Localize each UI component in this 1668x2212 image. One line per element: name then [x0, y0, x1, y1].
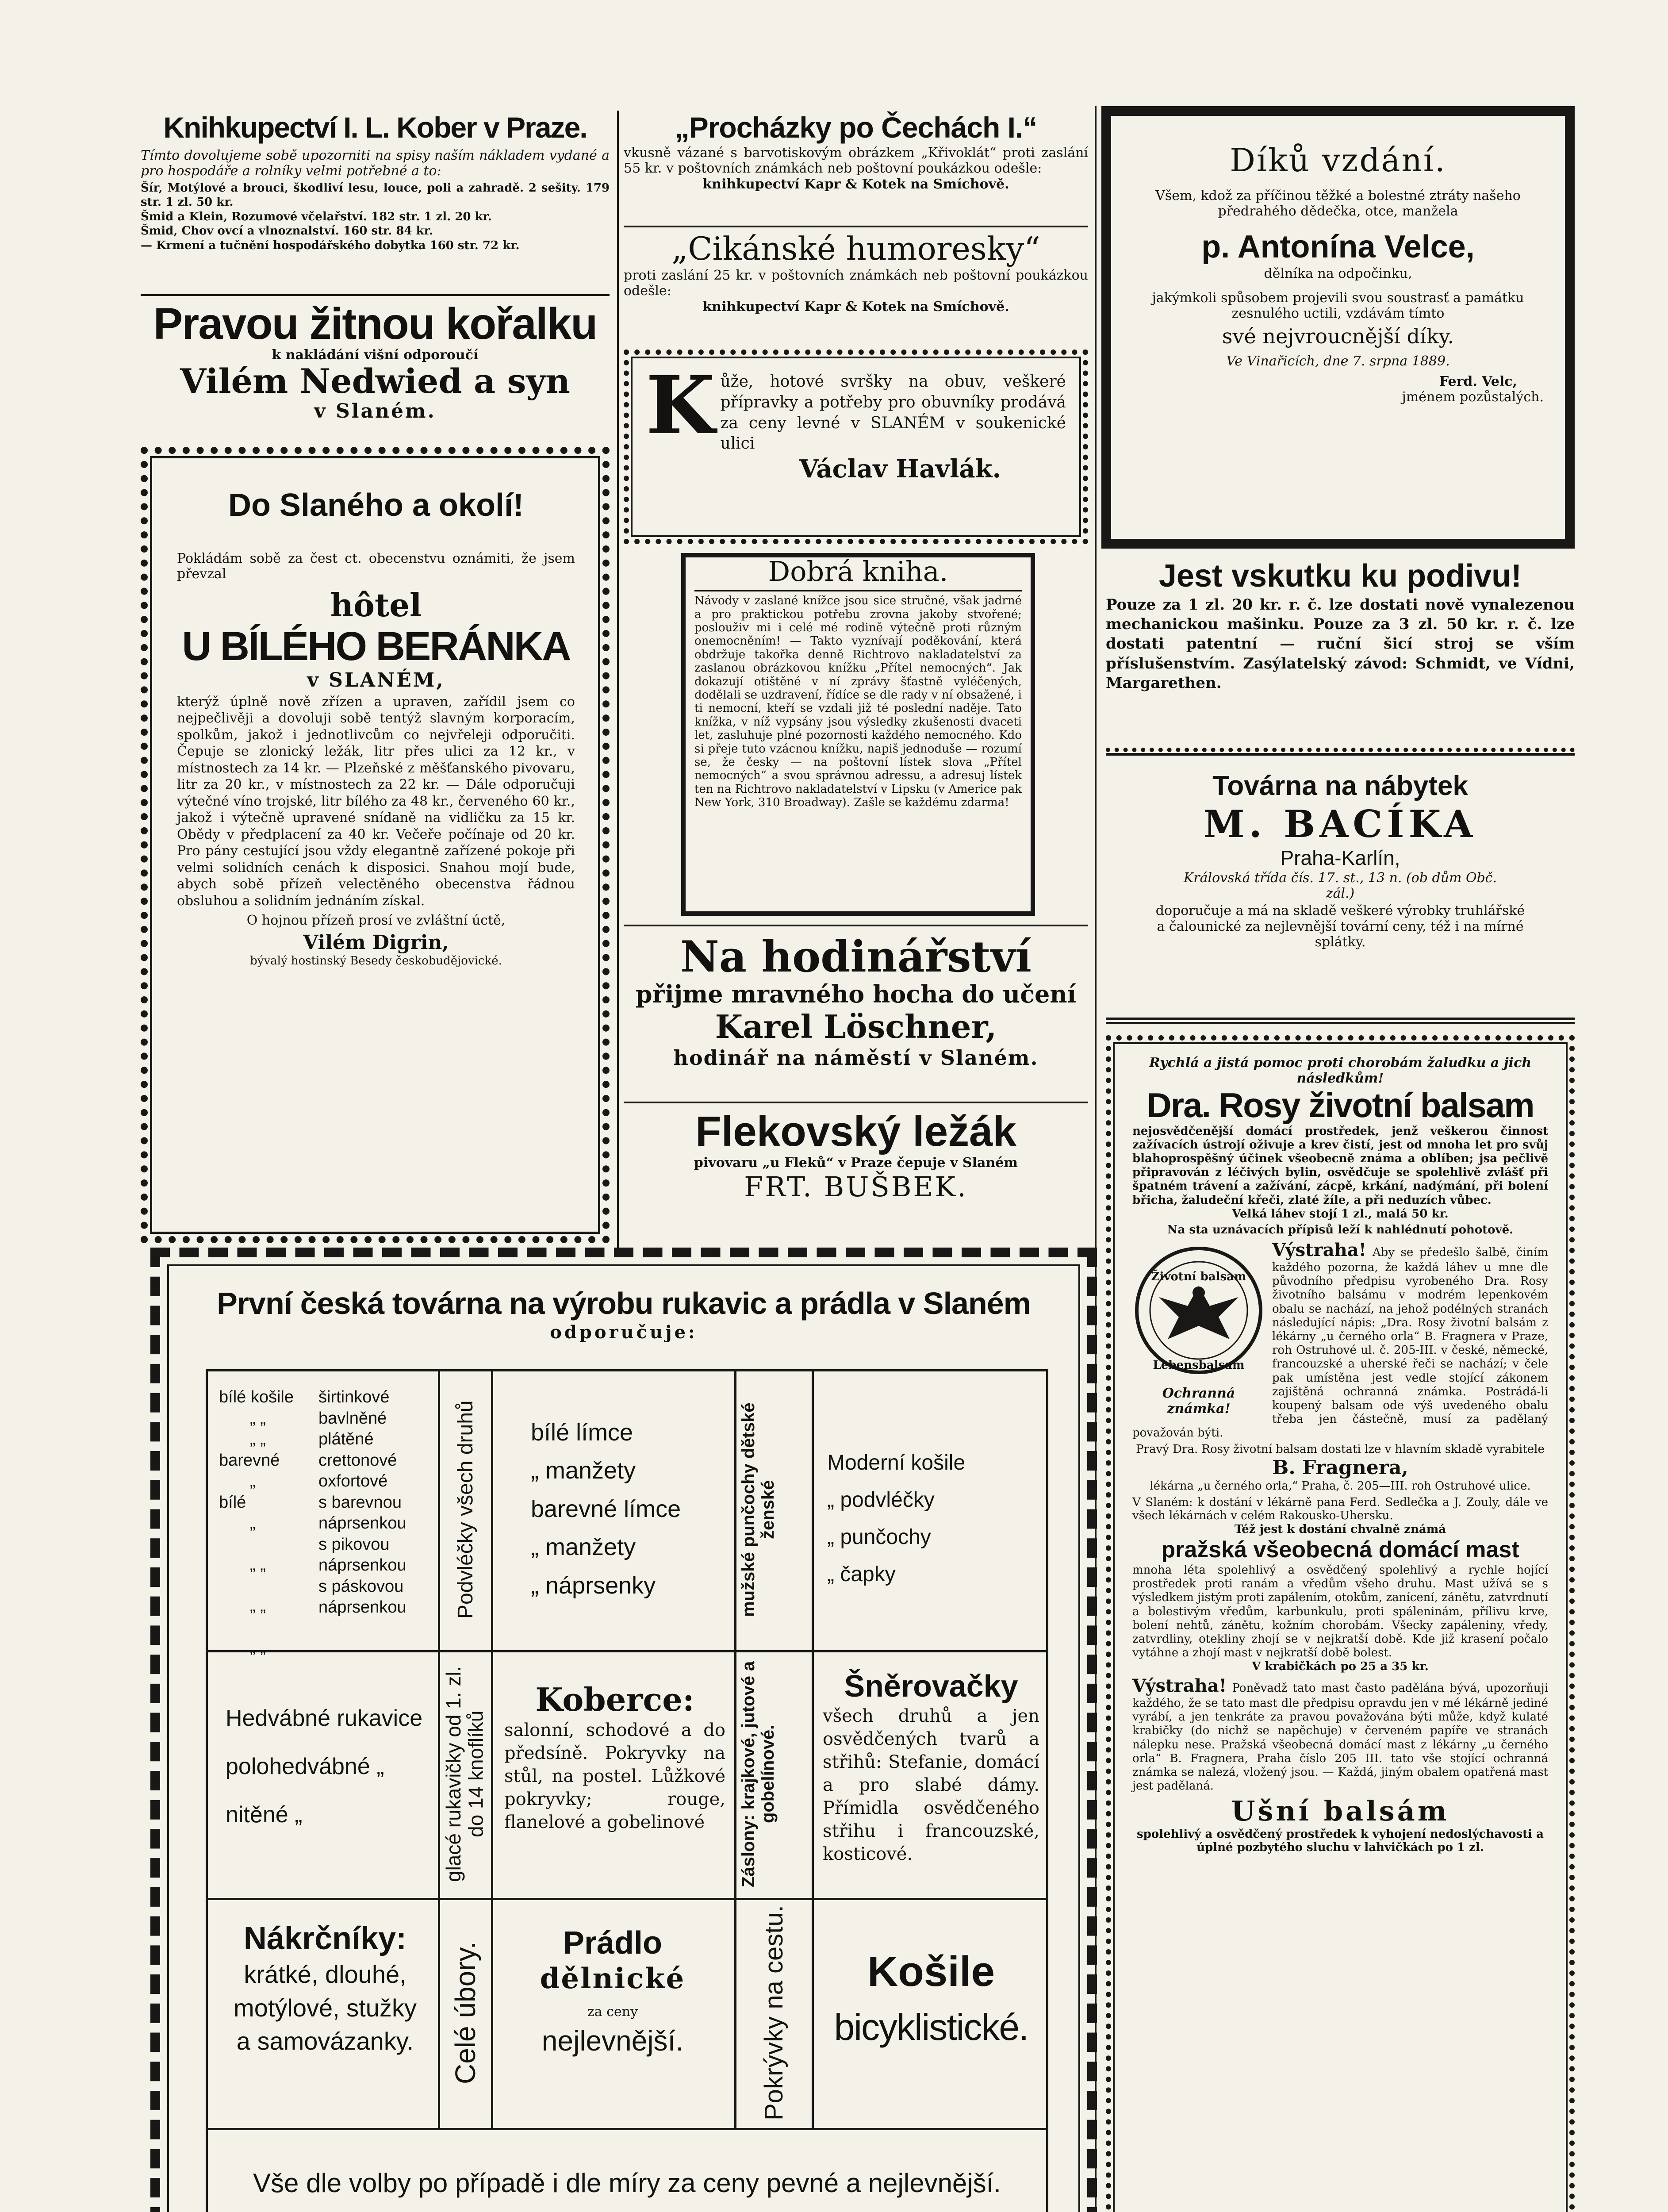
kober-list — [141, 181, 610, 253]
rosa-mark: Ochranná známka! — [1162, 1385, 1235, 1417]
divider — [1106, 1018, 1575, 1024]
seal-bottom: Lebensbalsam — [1153, 1359, 1245, 1372]
rosa-warn: Výstraha! — [1272, 1240, 1367, 1261]
cell: „ — [250, 1472, 256, 1490]
grid-line — [206, 1650, 1048, 1652]
cell: náprsenkou — [318, 1514, 406, 1532]
cikanske-ad — [624, 230, 1088, 315]
cell: bílé límce — [531, 1419, 633, 1446]
rosa-mast: pražská všeobecná domácí mast — [1161, 1536, 1519, 1563]
hodinar-line: přijme mravného hocha do učení — [635, 979, 1077, 1008]
diky-ad — [1132, 142, 1544, 405]
beranek-body: kterýž úplně nově zřízen a upraven, zařídil jsem co nejpečlivěji a dovoluji sobě tentýž slavným korporacím, spolkům, jakož i jednotlivcům co nejvřeleji odporučiti. Čepuje se zlonický ležák, litr přes ulici za 12 kr., v místnostech za 14 kr. — Plzeňské z měšťanského pivovaru, litr za 20 kr., v místnostech za 22 kr. — Dále odporučuji výtečné víno trojské, litr bílého za 48 kr., červeného 60 kr., jakož i výtečně upravené snídaně na vidličku za 15 kr. Obědy v předplacení za 40 kr. Večeře počínaje od 20 kr. Pro pány cestující jsou vždy elegantně zařízené pokoje při velmi solidních cenách k disposici. Snahou mojí bude, abych sobě přízeň velectěného obecenstva řádnou obsluhou a solidním jednáním získal. — [177, 694, 575, 909]
koberce-text: salonní, schodové a do předsíně. Pokryvky na stůl, na postel. Lůžkové pokryvky; rouge, flanelové a gobelinové — [504, 1720, 725, 1832]
rosa-usni: Ušní balsám — [1231, 1795, 1449, 1828]
podivu-title: Jest vskutku ku podivu! — [1158, 558, 1522, 594]
eagle-seal-icon — [1132, 1244, 1265, 1377]
column-divider — [617, 111, 619, 1252]
kniha-title: Dobrá kniha. — [768, 555, 948, 588]
cell: „ — [250, 1514, 256, 1532]
rosa-p7: mnoha léta spolehlivý a osvědčený spolehlivý a rychle hojící prostředek proti ranám a vředům všeho druhu. Mast užívá se s výsledkem jistým proti zapálením, otokům, zanícení, zánětu, zatvrdnutí a bolestivým vředům, karbunkulu, proti spáleninám, přílivu krve, bolení nehtů, zánětu, kožním chorobám. Všecky zapáleniny, vředy, zatvrdliny, otekliny zhojí se v nejkratší době. Kde již krasení počalo vytáhne a zhojí mast v nejkratší době bolest. — [1132, 1563, 1548, 1660]
cell: s pikovou — [318, 1535, 390, 1554]
koberce-cell — [500, 1681, 730, 1834]
diky-text2: jakýmkoli spůsobem projevili svou soustrasť a památku zesnulého uctili, vzdávám tímto — [1152, 290, 1524, 322]
beranek-town: v SLANÉM, — [307, 668, 445, 691]
kober-item: Šmid, Chov ovcí a vlnoznalství. 160 str. 84 kr. — [141, 224, 433, 238]
diky-sign: Ferd. Velc, — [1439, 373, 1517, 389]
cell: „ „ — [250, 1430, 266, 1448]
kosile-l1: Košile — [867, 1948, 995, 1995]
limce-col — [531, 1413, 725, 1605]
beranek-ad — [177, 487, 575, 968]
cikanske-firm: knihkupectví Kapr & Kotek na Smíchově. — [702, 299, 1009, 315]
cell: bavlněné — [318, 1409, 387, 1428]
cell: „ manžety — [531, 1457, 636, 1484]
kober-ad — [141, 111, 610, 253]
rosa-p1: nejosvědčenější domácí prostředek, jenž veškerou činnost zažívacích ústrojí oživuje a krev čistí, jest od mnoha let pro svůj blahoprospěšný účinek všeobecně známa a oblíben; jsa pečlivě připravován z léčivých bylin, osvědčuje se spolehlivě zvlášť při špatném trávení a zažívání, zácpě, krkání, nadýmání, při bolení břicha, žaludeční křeči, zlaté žíle, a při neduzích vůbec. — [1132, 1124, 1548, 1207]
cell: „ náprsenky — [531, 1572, 656, 1599]
grid-line — [812, 1650, 814, 1898]
diky-thanks: své nejvroucnější díky. — [1222, 324, 1454, 348]
rosa-p2: Aby se předešlo šalbě, činím každého pozorna, že každá láhev u mne dle původního předpisu vyrobeného Dra. Rosy životního balsámu v modrém lepenkovém obalu se nachází, na jehož podélných stranách následující nápis: „Dra. Rosy životní balsám z lékárny „u černého orla“ B. Fragnera v Praze, roh Ostruhové ul. č. 205-III. v české, německé, francouzské a uherské řeči se nachází; v čele pak umístěna jest vedle stojící zákonem zajištěná ochranná známka. Postrádá-li koupený balsam ode výš uvedeného obalu třeba jen částečně, musí za padělaný považován býti. — [1132, 1246, 1548, 1440]
koshile-right-col — [318, 1387, 433, 1618]
kober-item: Šír, Motýlové a brouci, škodliví lesu, louce, poli a zahradě. 2 sešity. 179 str. 1 zl. 50 kr. — [141, 181, 610, 209]
cell: s barevnou — [318, 1493, 402, 1512]
cell: bílé — [219, 1493, 246, 1512]
grid-line — [206, 2128, 1048, 2130]
diky-sign2: jménem pozůstalých. — [1402, 389, 1544, 405]
rosa-note: Na sta uznávacích přípisů leží k nahlédnutí pohotově. — [1167, 1223, 1514, 1237]
seal-word: Životní balsam — [1151, 1270, 1246, 1284]
grid-line — [812, 1369, 814, 1650]
puncochy-vertical: mužské punčochy dětské ženské — [739, 1402, 778, 1617]
cell: „ „ — [250, 1409, 266, 1428]
rosa-top: Rychlá a jistá pomoc proti chorobám žaludku a jich následkům! — [1149, 1055, 1532, 1087]
grid-line — [438, 1369, 440, 1650]
cell: „ podvléčky — [827, 1488, 935, 1512]
cikanske-text: proti zaslání 25 kr. v poštovních známkách neb poštovní poukázkou odešle: — [624, 267, 1088, 299]
prochazky-title: „Procházky po Čechách I.“ — [675, 111, 1037, 144]
prochazky-firm: knihkupectví Kapr & Kotek na Smíchově. — [702, 176, 1009, 192]
beranek-sign: Vilém Digrin, — [303, 931, 449, 954]
beranek-title: Do Slaného a okolí! — [228, 488, 524, 523]
moderni-col — [827, 1444, 1039, 1593]
pradlo-cell — [495, 1924, 730, 2058]
prochazky-ad — [624, 111, 1088, 192]
kober-item: Šmid a Klein, Rozumové včelařství. 182 str. 1 zl. 20 kr. — [141, 210, 492, 223]
beranek-hotel: hôtel — [330, 586, 422, 624]
bacik-title: Továrna na nábytek — [1212, 771, 1468, 801]
rosa-p3: Pravý Dra. Rosy životní balsam dostati lze v hlavním skladě vyrabitele — [1136, 1443, 1545, 1456]
hodinar-ad — [624, 933, 1088, 1070]
korlalka-title: Pravou žitnou kořalku — [153, 299, 597, 349]
pradlo-l2: dělnické — [540, 1962, 686, 1995]
grid-line — [812, 1898, 814, 2128]
ornament-border — [1106, 748, 1575, 756]
bacik-ad — [1124, 770, 1557, 950]
cell: náprsenkou — [318, 1556, 406, 1575]
koberce-title: Koberce: — [535, 1681, 694, 1718]
cell: crettonové — [318, 1451, 397, 1470]
rosa-title: Dra. Rosy životní balsam — [1147, 1085, 1534, 1125]
cell: barevné límce — [531, 1495, 681, 1522]
podvlecky-vertical: Podvléčky všech druhů — [454, 1400, 477, 1619]
rosa-p4: lékárna „u černého orla,“ Praha, č. 205—III. roh Ostruhové ulice. — [1150, 1479, 1531, 1493]
kober-title: Knihkupectví I. L. Kober v Praze. — [163, 111, 587, 144]
divider — [624, 1102, 1088, 1103]
nakrcniky-title: Nákrčníky: — [243, 1921, 407, 1956]
divider — [694, 590, 1022, 591]
rukavice-header — [177, 1285, 1070, 1343]
rosa-price: Velká láhev stojí 1 zl., malá 50 kr. — [1232, 1207, 1449, 1221]
grid-line — [491, 1369, 493, 1650]
cell: s páskovou — [318, 1577, 404, 1596]
cell: „ „ — [250, 1555, 266, 1574]
cell: barevné — [219, 1451, 280, 1470]
cell: „ punčochy — [827, 1525, 931, 1549]
grid-line — [734, 1369, 736, 1650]
diky-name: p. Antonína Velce, — [1201, 229, 1475, 265]
hodinar-title: Na hodinářství — [680, 932, 1031, 982]
podivu-text: Pouze za 1 zl. 20 kr. r. č. lze dostati nově vynalezenou mechanickou mašinku. Pouze za 3 zl. 50 kr. r. č. lze dostati patentní — ruční šicí stroj se vším příslušenstvím. Zasýlatelský závod: Schmidt, ve Vídni, Margarethen. — [1106, 595, 1575, 692]
pokryvky-vertical: Pokrývky na cestu. — [759, 1905, 788, 2121]
zaslony-vertical: Záslony: krajkové, jutové a gobelínové. — [739, 1661, 778, 1887]
kniha-text: Návody v zaslané knížce jsou sice stručné, však jadrné a pro praktickou potřebu zrovna jakoby stvořené; poslouživ mi i celé mé rodině výtečně proti různým onemocněním! — Takto vyznívají poděkování, která obdržuje takořka denně Richtrovo nakladatelství za zaslanou obrázkovou knížku „Přítel nemocných“. Jak dokazují otištěné v ní zprávy šťastně vyléčených, dodělali se uzdravení, řídíce se dle rady v ní obsažené, i ti nemocní, kteří se vzdali již té poslední naděje. Tato knížka, v níž vypsány jsou výsledky zkušenosti dvaceti let, zasluhuje plné pozornosti každého nemocného. Kdo si přeje tuto vzácnou knížku, napiš jednoduše — rozumí se, že česky — na poštovní lístek slova „Přítel nemocných“ a svou správnou adressu, a adresuj lístek ten na Richtrovo nakladatelství v Lipsku (v Americe pak New York, 310 Broadway). Zašle se každému zdarma! — [694, 594, 1022, 810]
rosa-p5: V Slaném: k dostání v lékárně pana Ferd. Sedlečka a J. Zouly, dále ve všech lékárnách v celém Rakousko-Uhersku. — [1132, 1495, 1548, 1523]
grid-line — [206, 1898, 1048, 1900]
cell: náprsenkou — [318, 1598, 406, 1617]
hodinar-line2: hodinář na náměstí v Slaném. — [673, 1046, 1039, 1070]
snerovacky-title: Šněrovačky — [844, 1669, 1018, 1703]
beranek-close: O hojnou přízeň prosí ve zvláštní úctě, — [246, 913, 506, 929]
rosa-fragner: B. Fragnera, — [1272, 1456, 1408, 1479]
kuze-text: ůže, hotové svršky na obuv, veškeré přípravky a potřeby pro obuvníky prodává za ceny levné v SLANÉM v soukenické ulici — [720, 373, 1066, 453]
bacik-address: Královská třída čís. 17. st., 13 n. (ob dům Obč. zál.) — [1183, 870, 1497, 901]
diky-place: Ve Vinařicích, dne 7. srpna 1889. — [1226, 353, 1450, 369]
grid-line — [491, 1650, 493, 2128]
bacik-text: doporučuje a má na skladě veškeré výrobky truhlářské a čalounické za nejlevnější tovární ceny, též i na mírné splátky. — [1155, 903, 1525, 950]
flekovsky-name: FRT. BUŠBEK. — [744, 1170, 968, 1203]
nakrcniky-text: krátké, dlouhé, motýlové, stužky a samovázanky. — [234, 1960, 417, 2055]
grid-line — [734, 1650, 736, 2128]
rosa-p10: spolehlivý a osvědčený prostředek k vyhojení nedoslýchavosti a úplné pozbytého sluchu v lahvičkách po 1 zl. — [1137, 1827, 1544, 1855]
divider — [624, 226, 1088, 227]
diky-title: Díků vzdání. — [1230, 142, 1446, 179]
snerovacky-cell — [823, 1668, 1039, 1866]
rukavice-sub: odporučuje: — [550, 1321, 698, 1343]
diky-role: dělníka na odpočinku, — [1264, 265, 1412, 281]
koshile-left-col — [219, 1387, 307, 1658]
korlalka-town: v Slaném. — [314, 399, 436, 422]
cell: Moderní košile — [827, 1451, 966, 1475]
cell: „ „ — [250, 1638, 266, 1657]
divider — [624, 925, 1088, 926]
rosa-p8: V krabičkách po 25 a 35 kr. — [1252, 1660, 1429, 1674]
cikanske-title: „Cikánské humoresky“ — [671, 230, 1040, 267]
rukavice-bottom: Vše dle volby po případě i dle míry za ceny pevné a nejlevnější. — [253, 2168, 1001, 2198]
grid-line — [438, 1650, 440, 2128]
beranek-intro: Pokládám sobě za čest ct. obecenstvu oznámiti, že jsem převzal — [177, 550, 575, 582]
hedvabne-col — [226, 1694, 433, 1839]
rosa-seal-block — [1132, 1244, 1265, 1417]
prochazky-text: vkusně vázané s barvotiskovým obrázkem „Křivoklát“ proti zaslání 55 kr. v poštovních známkách neb poštovní poukázkou odešle: — [624, 145, 1088, 177]
kuze-initial: K — [646, 359, 715, 452]
rosa-warn2: Výstraha! — [1132, 1675, 1227, 1697]
pradlo-l3: za ceny — [587, 2004, 638, 2020]
cell: širtinkové — [318, 1388, 390, 1406]
kuze-ad — [646, 359, 1066, 484]
korlalka-line: k nakládání višní odporoučí — [272, 347, 479, 363]
rosa-p9: Poněvadž tato mast často padělána bývá, upozorňuji každého, že se tato mast dle předpisu opravdu jen v mé lékárně jediné vyrábí, a jen tenkráte za pravou považována býti může, když kulaté krabičky (do nichž se napěchuje) v červeném papíře ve stranách nálepku nese. Pražská všeobecná domácí mast z lékárny „u černého orla“ B. Fragnera, Praha číslo 205 III. tato vše stojící ochranná známka se nalezá, vložený jsou. — Každá, jiným obalem opatřená mast jest padělaná. — [1132, 1682, 1549, 1793]
kosile-l2: bicyklistické. — [834, 2006, 1028, 2048]
kober-intro: Tímto dovolujeme sobě upozorniti na spisy naším nákladem vydané a pro hospodáře a rolníky velmi potřebné a to: — [141, 147, 610, 179]
glace-vertical: glacé rukavičky od 1. zl. do 14 knoflíků — [442, 1666, 487, 1882]
cell: oxfortové — [318, 1472, 388, 1490]
kniha-ad — [694, 555, 1022, 810]
podivu-ad — [1106, 557, 1575, 693]
pradlo-l4: nejlevnější. — [541, 2024, 684, 2057]
korlalka-name: Vilém Nedwied a syn — [180, 361, 570, 401]
rosa-ad — [1132, 1055, 1548, 1855]
beranek-role: bývalý hostinský Besedy českobudějovické. — [250, 954, 502, 968]
kuze-name: Václav Havlák. — [799, 454, 1001, 484]
flekovsky-text: pivovaru „u Fleků“ v Praze čepuje v Slaném — [694, 1155, 1018, 1171]
cell: „ čapky — [827, 1563, 896, 1586]
beranek-name: U BÍLÉHO BERÁNKA — [182, 623, 570, 669]
nakrcniky-cell — [215, 1920, 436, 2058]
bacik-name: M. BACÍKA — [1203, 802, 1477, 846]
kober-item: — Krmení a tučnění hospodářského dobytka 160 str. 72 kr. — [141, 238, 520, 252]
korlalka-ad — [141, 301, 610, 423]
diky-text1: Všem, kdož za příčinou těžké a bolestné ztráty našeho předrahého dědečka, otce, manžela — [1155, 188, 1521, 219]
divider — [141, 294, 610, 296]
snerovacky-text: všech druhů a jen osvědčených tvarů a střihů: Stefanie, domácí a pro slabé dámy. Přímidla osvědčeného střihu i francouzské, kosticové. — [823, 1705, 1039, 1864]
cell: „ manžety — [531, 1534, 636, 1561]
hodinar-name: Karel Löschner, — [715, 1008, 997, 1046]
flekovsky-ad — [624, 1108, 1088, 1203]
flekovsky-title: Flekovský ležák — [695, 1108, 1016, 1155]
cell: nitěné „ — [226, 1802, 303, 1828]
pradlo-l1: Prádlo — [563, 1925, 663, 1961]
cell: bílé košile — [219, 1388, 294, 1406]
rukavice-title: První česká továrna na výrobu rukavic a prádla v Slaném — [217, 1286, 1031, 1321]
cell: Hedvábné rukavice — [226, 1705, 423, 1731]
cell: „ „ — [250, 1597, 266, 1615]
cell: polohedvábné „ — [226, 1754, 384, 1780]
bacik-city: Praha-Karlín, — [1280, 846, 1400, 870]
ubory-vertical: Celé úbory. — [449, 1941, 481, 2085]
cell: plátěné — [318, 1430, 374, 1448]
rosa-p6: Též jest k dostání chvalně známá — [1234, 1523, 1446, 1536]
kosile-cell — [818, 1947, 1044, 2049]
